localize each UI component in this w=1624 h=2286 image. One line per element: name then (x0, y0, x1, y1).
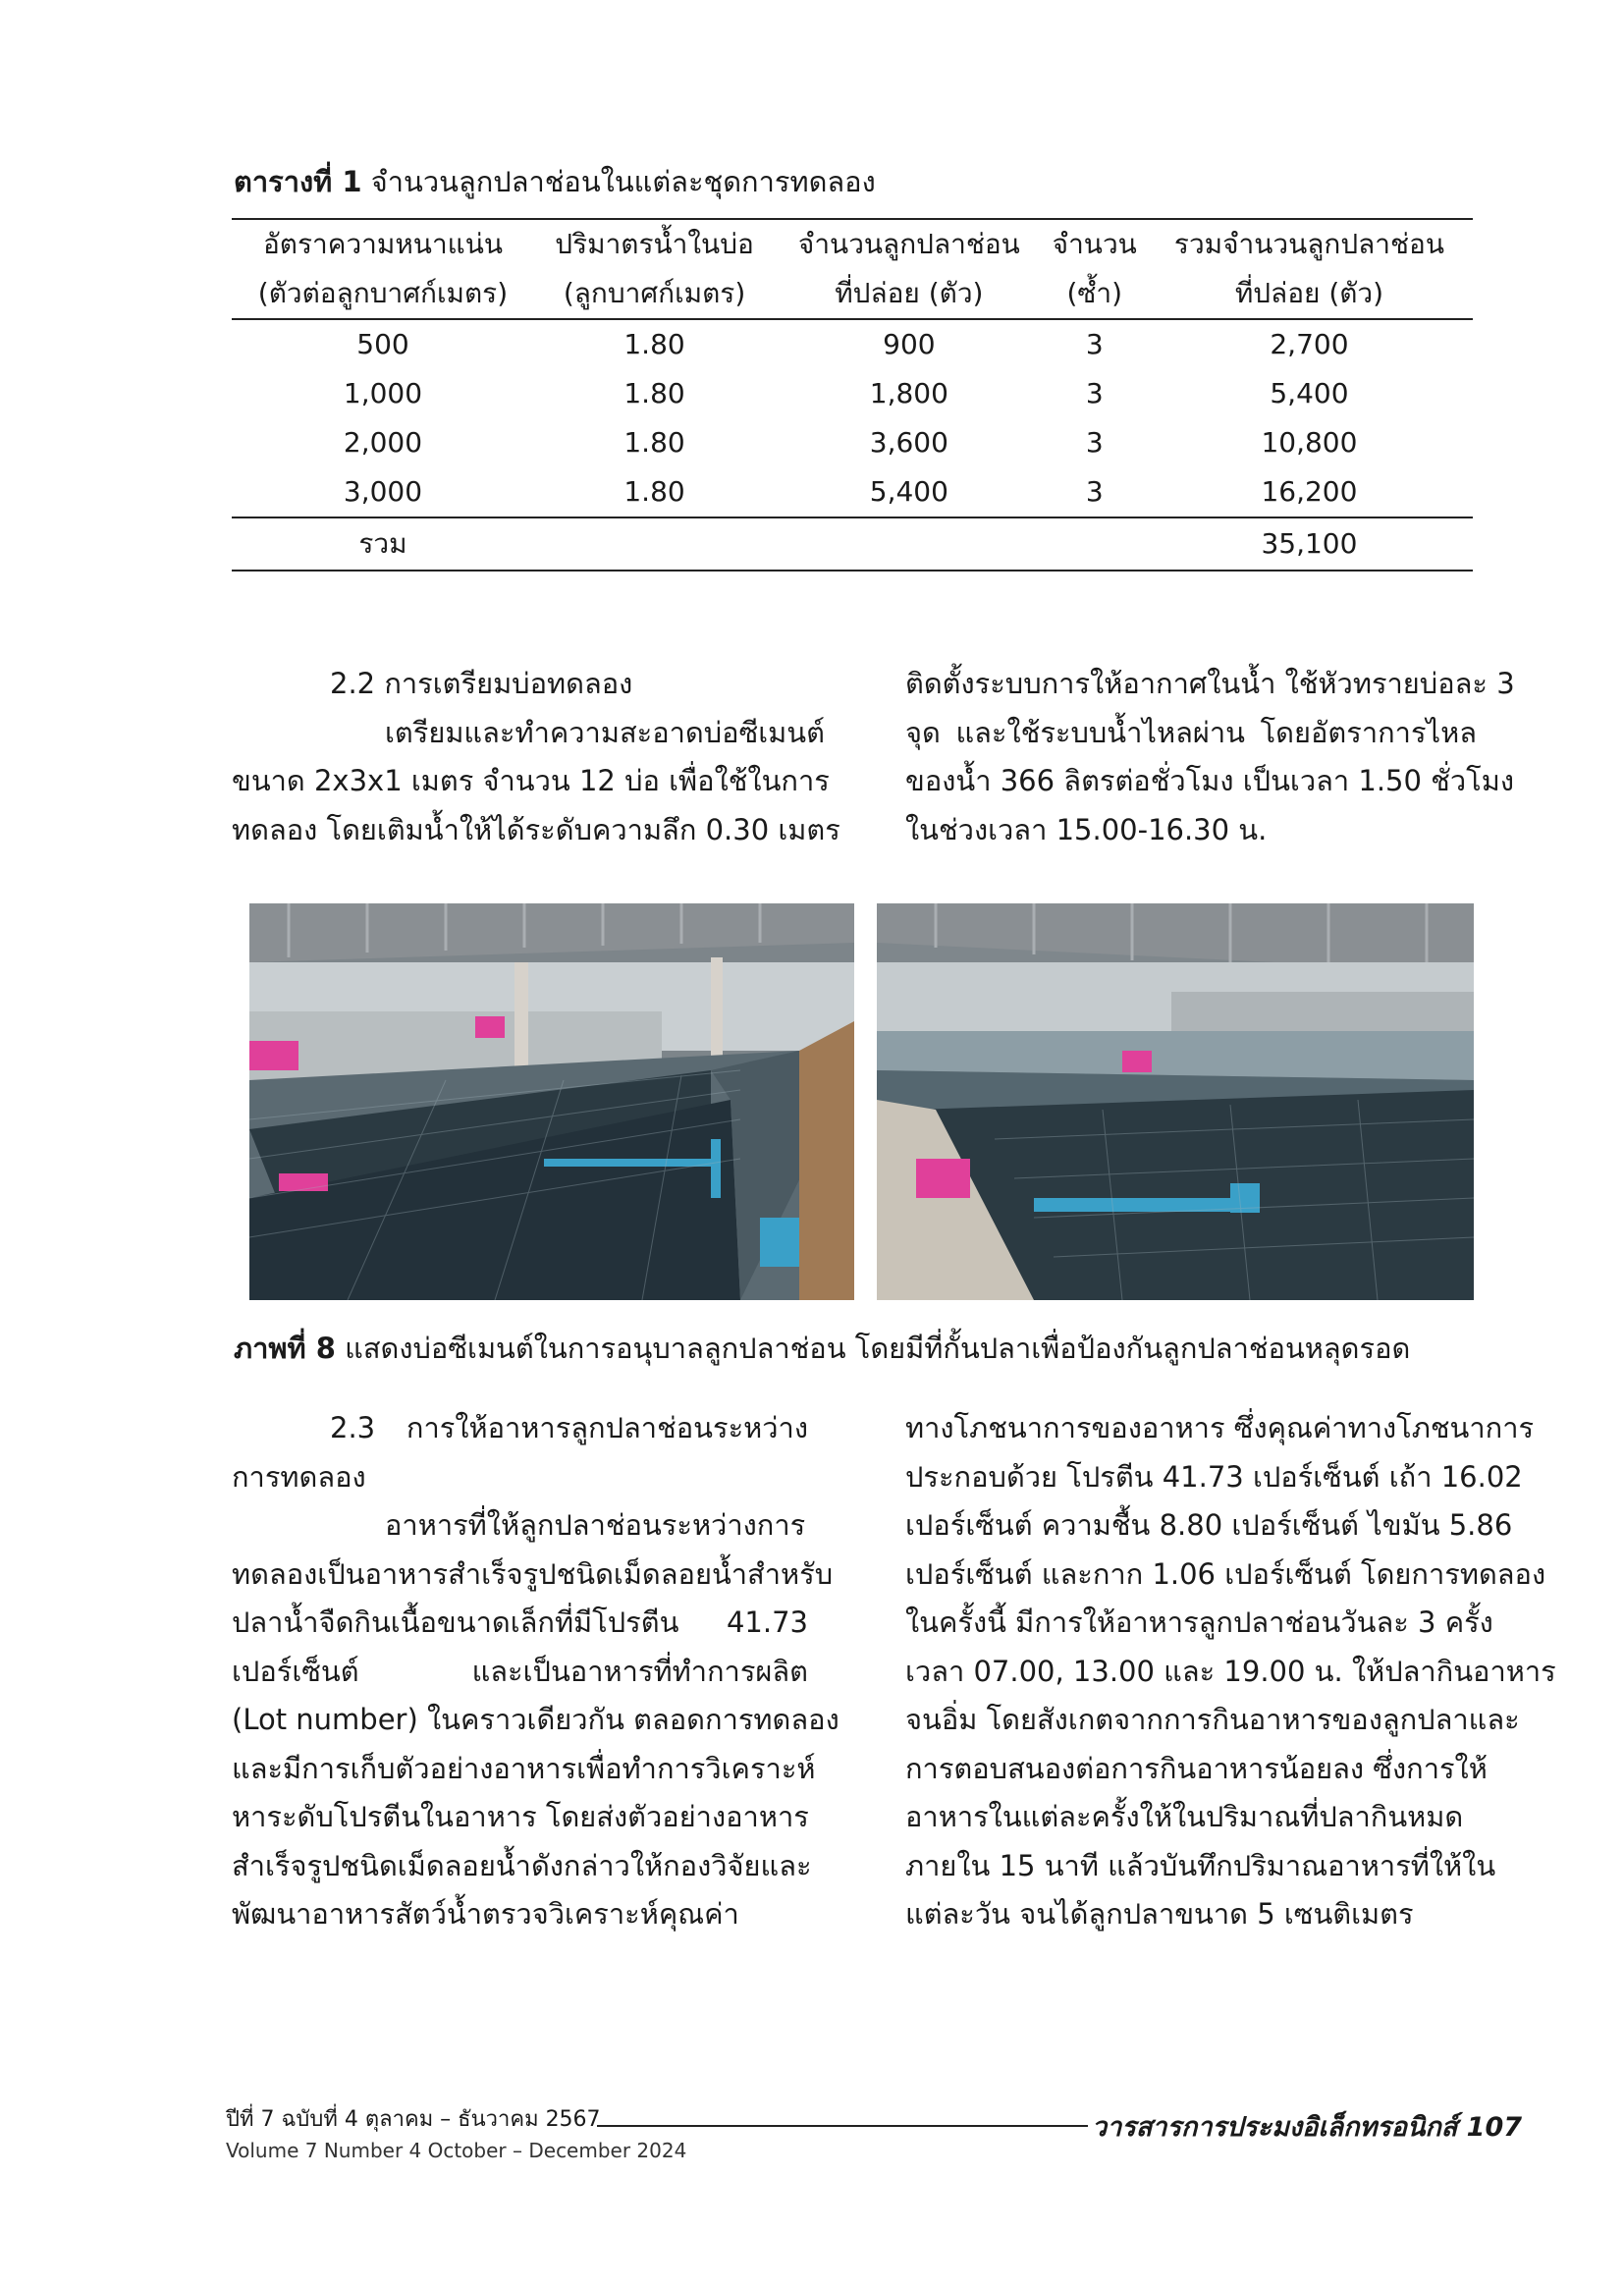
table-cell: 1,800 (869, 377, 948, 409)
paragraph-line: เวลา 07.00, 13.00 และ 19.00 น. ให้ปลากินอาหาร (905, 1654, 1556, 1688)
figure-caption-label: ภาพที่ 8 (234, 1332, 336, 1365)
figure-caption (234, 1326, 1410, 1371)
table-caption-text: จำนวนลูกปลาช่อนในแต่ละชุดการทดลอง (370, 165, 876, 198)
table-row (232, 418, 1473, 467)
footer-journal (1092, 2105, 1522, 2148)
table-cell: 1.80 (623, 426, 685, 459)
paragraph-line: ปลาน้ำจืดกินเนื้อขนาดเล็กที่มีโปรตีน 41.73 (232, 1606, 808, 1639)
paragraph-line: เปอร์เซ็นต์ และเป็นอาหารที่ทำการผลิต (232, 1654, 808, 1688)
table-row (232, 467, 1473, 517)
table-cell: 1.80 (623, 377, 685, 409)
table-header-cell: (ลูกบาศก์เมตร) (534, 269, 775, 319)
paragraph-line: ในช่วงเวลา 15.00-16.30 น. (905, 812, 1268, 846)
table-cell: 3 (1085, 426, 1104, 459)
table-cell: 1,000 (343, 377, 423, 409)
photo-cement-ponds-left (249, 903, 854, 1300)
table-header-cell: ที่ปล่อย (ตัว) (1146, 269, 1473, 319)
paragraph-line: อาหารในแต่ละครั้งให้ในปริมาณที่ปลากินหมด (905, 1800, 1464, 1833)
paragraph-line: (Lot number) ในคราวเดียวกัน ตลอดการทดลอง (232, 1703, 839, 1736)
section-heading: 2.2 การเตรียมบ่อทดลอง (330, 667, 633, 700)
paragraph-line: ภายใน 15 นาที แล้วบันทึกปริมาณอาหารที่ให้ใน (905, 1848, 1496, 1882)
table-cell: 2,000 (343, 426, 423, 459)
page-number: 107 (1466, 2112, 1523, 2143)
paragraph-line: ขนาด 2x3x1 เมตร จำนวน 12 บ่อ เพื่อใช้ในการ (232, 764, 830, 797)
table-cell: 900 (883, 328, 936, 360)
paragraph-line: จุด และใช้ระบบน้ำไหลผ่าน โดยอัตราการไหล (905, 715, 1477, 749)
table-header-cell: รวมจำนวนลูกปลาช่อน (1146, 219, 1473, 269)
table-header-cell: อัตราความหนาแน่น (232, 219, 534, 269)
paragraph-line: การตอบสนองต่อการกินอาหารน้อยลง ซึ่งการให้ (905, 1751, 1488, 1785)
table-cell: 3 (1085, 377, 1104, 409)
paragraph-line: ในครั้งนี้ มีการให้อาหารลูกปลาช่อนวันละ 3 ครั้ง (905, 1606, 1493, 1639)
table-row (232, 369, 1473, 418)
table-cell: 3,000 (343, 475, 423, 508)
paragraph-line: สำเร็จรูปชนิดเม็ดลอยน้ำดังกล่าวให้กองวิจัยและ (232, 1848, 812, 1882)
paragraph-line: ทางโภชนาการของอาหาร ซึ่งคุณค่าทางโภชนาการ (905, 1411, 1535, 1444)
table-caption (234, 159, 876, 204)
paragraph-line: ประกอบด้วย โปรตีน 41.73 เปอร์เซ็นต์ เถ้า 16.02 (905, 1459, 1523, 1494)
table-header-cell: (ซ้ำ) (1044, 269, 1146, 319)
table-header-cell: ที่ปล่อย (ตัว) (775, 269, 1043, 319)
table-row (232, 319, 1473, 369)
paragraph-line: พัฒนาอาหารสัตว์น้ำตรวจวิเคราะห์คุณค่า (232, 1897, 739, 1931)
table-cell: 3 (1085, 328, 1104, 360)
table-header-cell: จำนวน (1044, 219, 1146, 269)
table-caption-label: ตารางที่ 1 (234, 165, 362, 198)
table-cell: 16,200 (1261, 475, 1358, 508)
table-cell: 2,700 (1270, 328, 1349, 360)
paragraph-line: แต่ละวัน จนได้ลูกปลาขนาด 5 เซนติเมตร (905, 1897, 1414, 1931)
fish-stocking-table (232, 218, 1473, 572)
paragraph-line: ทดลองเป็นอาหารสำเร็จรูปชนิดเม็ดลอยน้ำสำหรับ (232, 1556, 834, 1591)
table-cell: 5,400 (1270, 377, 1349, 409)
paragraph-line: ติดตั้งระบบการให้อากาศในน้ำ ใช้หัวทรายบ่อละ 3 (905, 667, 1515, 700)
footer-issue-thai: ปีที่ 7 ฉบับที่ 4 ตุลาคม – ธันวาคม 2567 (226, 2107, 601, 2132)
table-cell: 1.80 (623, 475, 685, 508)
section-heading: 2.3 การให้อาหารลูกปลาช่อนระหว่าง (330, 1411, 808, 1444)
paragraph-line: อาหารที่ให้ลูกปลาช่อนระหว่างการ (385, 1508, 806, 1542)
section-2-2-left (232, 660, 840, 854)
paragraph-line: และมีการเก็บตัวอย่างอาหารเพื่อทำการวิเคราะห์ (232, 1751, 816, 1785)
table-header-cell: (ตัวต่อลูกบาศก์เมตร) (232, 269, 534, 319)
table-cell: 3 (1085, 475, 1104, 508)
section-2-2-right (905, 660, 1515, 854)
paragraph-line: เปอร์เซ็นต์ และกาก 1.06 เปอร์เซ็นต์ โดยการทดลอง (905, 1556, 1546, 1591)
table-cell: 3,600 (869, 426, 948, 459)
section-2-3-right (905, 1404, 1556, 1939)
section-2-3-left (232, 1404, 839, 1939)
table-header-cell: ปริมาตรน้ำในบ่อ (534, 219, 775, 269)
table-total-value: 35,100 (1146, 517, 1473, 571)
footer-issue-english: Volume 7 Number 4 October – December 2024 (226, 2139, 687, 2162)
table-cell: 10,800 (1261, 426, 1358, 459)
paragraph-line: หาระดับโปรตีนในอาหาร โดยส่งตัวอย่างอาหาร (232, 1800, 809, 1833)
table-cell: 1.80 (623, 328, 685, 360)
table-cell: 5,400 (869, 475, 948, 508)
footer-rule (597, 2125, 1088, 2127)
footer-journal-name: วารสารการประมงอิเล็กทรอนิกส์ (1092, 2112, 1458, 2143)
paragraph-line: ทดลอง โดยเติมน้ำให้ได้ระดับความลึก 0.30 เมตร (232, 812, 840, 846)
photo-cement-ponds-right (877, 903, 1474, 1300)
table-total-label: รวม (232, 517, 534, 571)
table-total-row (232, 517, 1473, 571)
figure-caption-text: แสดงบ่อซีเมนต์ในการอนุบาลลูกปลาช่อน โดยมีที่กั้นปลาเพื่อป้องกันลูกปลาช่อนหลุดรอด (345, 1332, 1411, 1365)
table-cell: 500 (356, 328, 409, 360)
paragraph-line: จนอิ่ม โดยสังเกตจากการกินอาหารของลูกปลาและ (905, 1703, 1520, 1736)
table-header-cell: จำนวนลูกปลาช่อน (775, 219, 1043, 269)
section-heading-cont: การทดลอง (232, 1459, 366, 1494)
paragraph-line: เตรียมและทำความสะอาดบ่อซีเมนต์ (385, 715, 825, 749)
paragraph-line: เปอร์เซ็นต์ ความชื้น 8.80 เปอร์เซ็นต์ ไขมัน 5.86 (905, 1508, 1513, 1542)
paragraph-line: ของน้ำ 366 ลิตรต่อชั่วโมง เป็นเวลา 1.50 ชั่วโมง (905, 764, 1514, 797)
